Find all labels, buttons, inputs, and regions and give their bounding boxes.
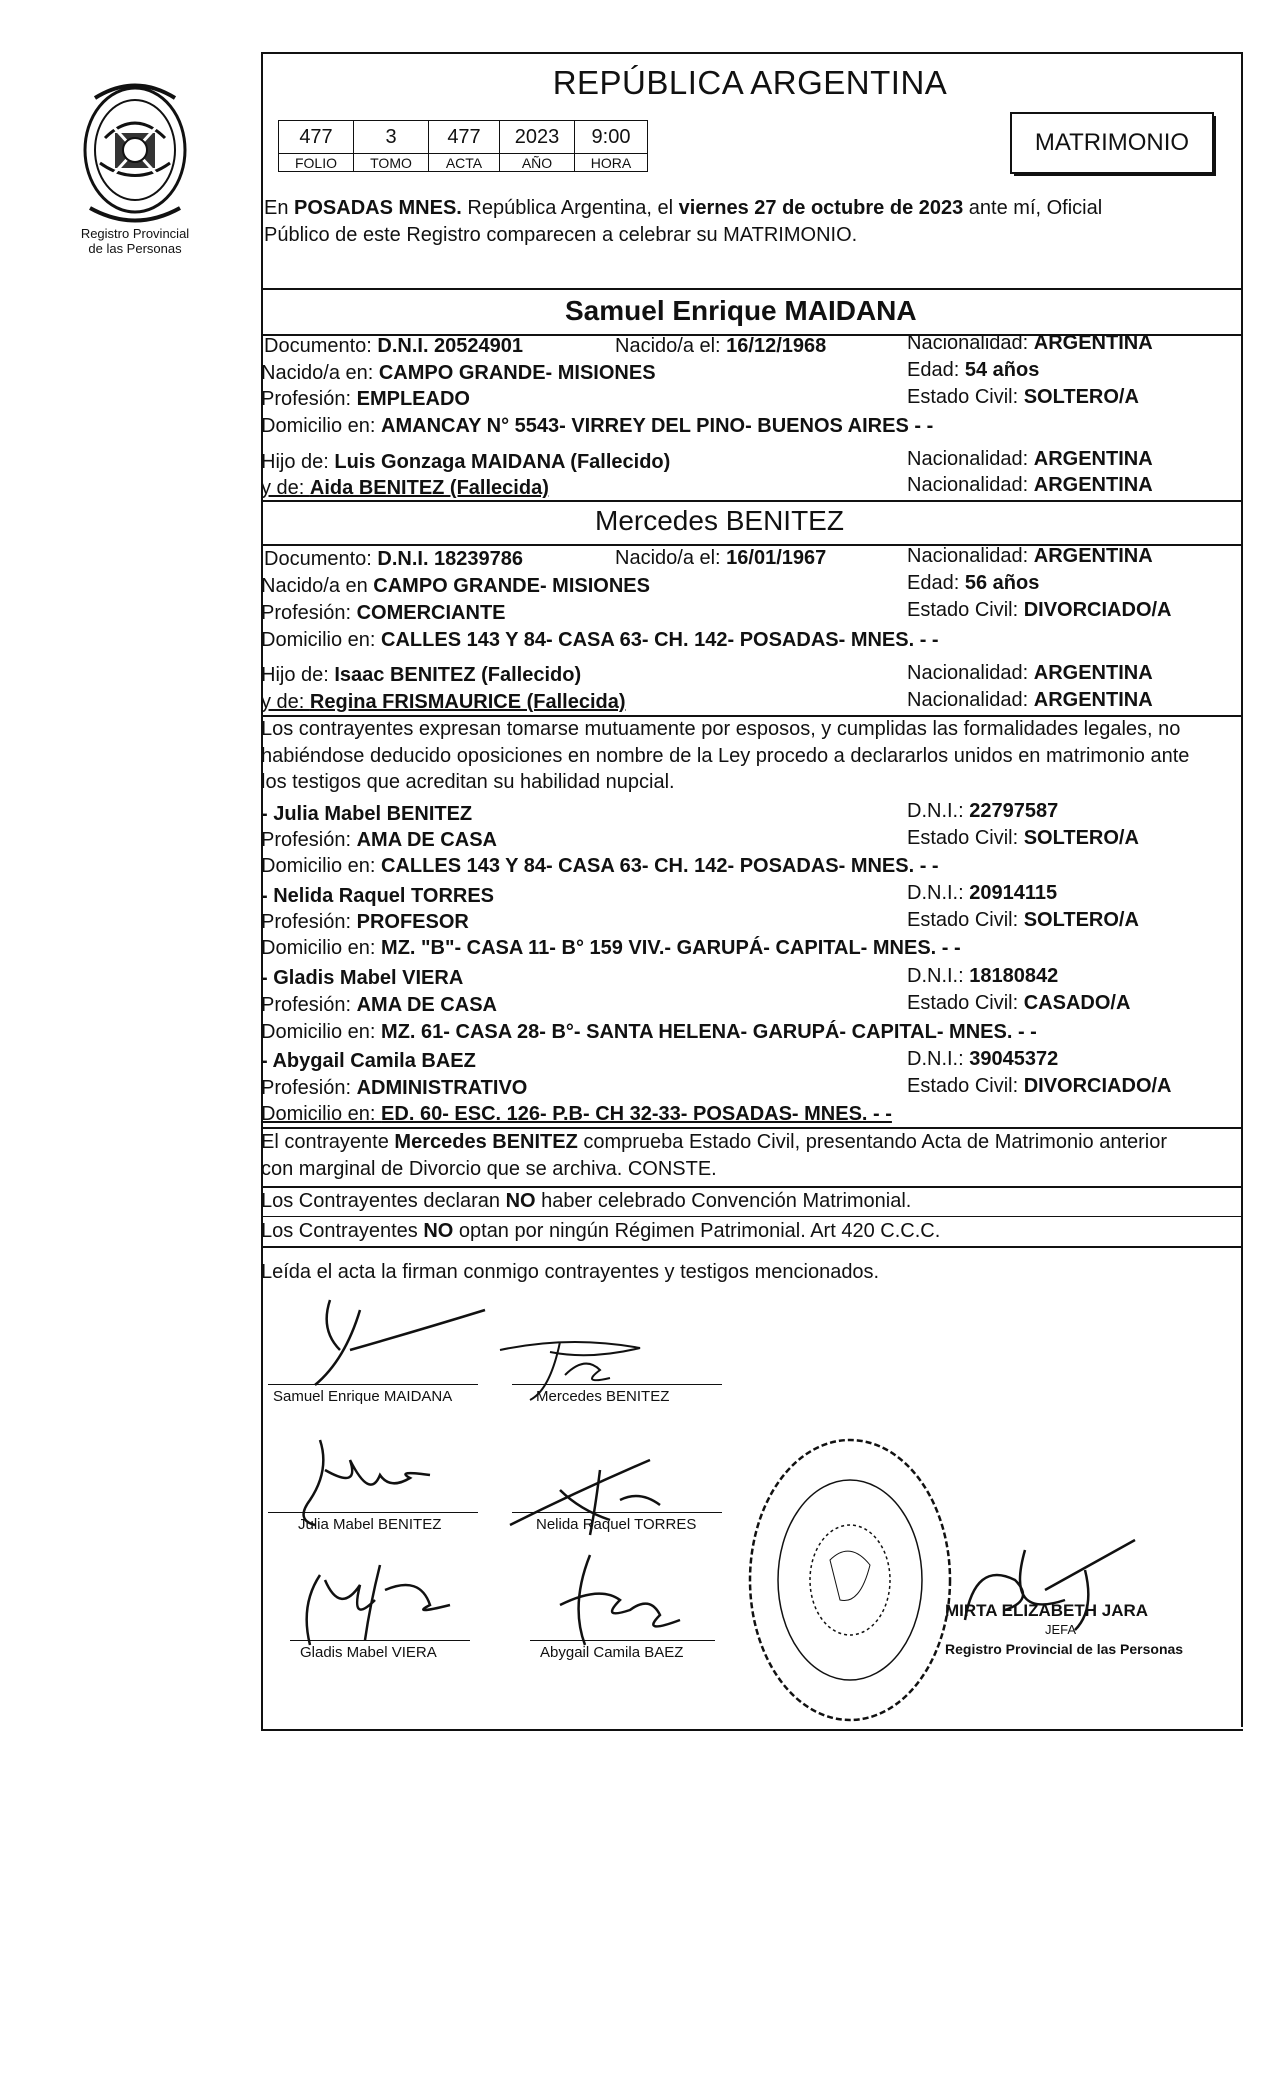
firma-abygail-label: Abygail Camila BAEZ — [540, 1644, 684, 1661]
testigo-dni: D.N.I.: 39045372 — [907, 1048, 1059, 1070]
testigo-estado-civil: Estado Civil: CASADO/A — [907, 992, 1131, 1014]
firma-benitez-label: Mercedes BENITEZ — [536, 1388, 670, 1405]
c2-padre-nacionalidad: Nacionalidad: ARGENTINA — [907, 662, 1153, 684]
tomo-label: TOMO — [354, 154, 429, 172]
nota-line-2: con marginal de Divorcio que se archiva. CONSTE. — [261, 1158, 717, 1180]
divider — [261, 500, 1243, 502]
testigo-domicilio: Domicilio en: CALLES 143 Y 84- CASA 63- CH. 142- POSADAS- MNES. - - — [261, 855, 939, 877]
testigo-estado-civil: Estado Civil: SOLTERO/A — [907, 827, 1139, 849]
contrayente2-name: Mercedes BENITEZ — [595, 505, 844, 536]
firma-maidana-label: Samuel Enrique MAIDANA — [273, 1388, 453, 1405]
firma-julia-label: Julia Mabel BENITEZ — [298, 1516, 442, 1533]
emblem-caption-line1: Registro Provincial — [80, 226, 190, 241]
folio-value: 477 — [279, 121, 354, 154]
declaracion-line-2: habiéndose deducido oposiciones en nombre de la Ley procedo a declararlos unidos en matrimonio ante — [261, 745, 1190, 767]
acta-label: ACTA — [429, 154, 500, 172]
c2-estado-civil: Estado Civil: DIVORCIADO/A — [907, 599, 1172, 621]
c1-domicilio: Domicilio en: AMANCAY N° 5543- VIRREY DEL PINO- BUENOS AIRES - - — [261, 415, 934, 437]
declaracion-line-1: Los contrayentes expresan tomarse mutuamente por esposos, y cumplidas las formalidades legales, no — [261, 718, 1181, 740]
c2-nacido-el: Nacido/a el: 16/01/1967 — [615, 547, 827, 569]
form-frame-right-edge — [1241, 52, 1243, 1727]
c1-nacionalidad: Nacionalidad: ARGENTINA — [907, 332, 1153, 354]
regimen-line: Los Contrayentes NO optan por ningún Régimen Patrimonial. Art 420 C.C.C. — [261, 1220, 941, 1242]
tipo-acta-box — [1010, 112, 1214, 174]
c2-madre: y de: Regina FRISMAURICE (Fallecida) — [261, 691, 626, 713]
testigo-name: - Abygail Camila BAEZ — [261, 1050, 476, 1072]
convencion-line: Los Contrayentes declaran NO haber celebrado Convención Matrimonial. — [261, 1190, 912, 1212]
folio-label: FOLIO — [279, 154, 354, 172]
emblem-caption-line2: de las Personas — [88, 241, 182, 256]
oficial-org: Registro Provincial de las Personas — [945, 1641, 1184, 1657]
c1-madre: y de: Aida BENITEZ (Fallecida) — [261, 477, 549, 499]
tomo-value: 3 — [354, 121, 429, 154]
c1-estado-civil: Estado Civil: SOLTERO/A — [907, 386, 1139, 408]
testigo-domicilio: Domicilio en: ED. 60- ESC. 126- P.B- CH 32-33- POSADAS- MNES. - - — [261, 1103, 892, 1125]
testigo-name: - Julia Mabel BENITEZ — [261, 803, 473, 825]
divider — [261, 1216, 1243, 1217]
testigo-profesion: Profesión: AMA DE CASA — [261, 829, 497, 851]
c2-nacido-en: Nacido/a en CAMPO GRANDE- MISIONES — [261, 575, 650, 597]
signature-abygail-icon — [530, 1545, 700, 1655]
signature-julia-icon — [280, 1430, 480, 1530]
c2-madre-nacionalidad: Nacionalidad: ARGENTINA — [907, 689, 1153, 711]
testigo-estado-civil: Estado Civil: SOLTERO/A — [907, 909, 1139, 931]
divider — [261, 1246, 1243, 1248]
testigo-dni: D.N.I.: 18180842 — [907, 965, 1059, 987]
c1-padre: Hijo de: Luis Gonzaga MAIDANA (Fallecido) — [261, 451, 671, 473]
acta-number-table — [278, 120, 648, 172]
signature-maidana-icon — [300, 1290, 500, 1390]
c2-edad: Edad: 56 años — [907, 572, 1040, 594]
provincial-seal-icon — [75, 78, 195, 228]
c1-padre-nacionalidad: Nacionalidad: ARGENTINA — [907, 448, 1153, 470]
testigo-name: - Gladis Mabel VIERA — [261, 967, 464, 989]
contrayente1-name: Samuel Enrique MAIDANA — [565, 295, 917, 326]
testigo-profesion: Profesión: AMA DE CASA — [261, 994, 497, 1016]
divider — [261, 288, 1243, 290]
acta-value: 477 — [429, 121, 500, 154]
nota-line-1: El contrayente Mercedes BENITEZ comprueba Estado Civil, presentando Acta de Matrimonio anterior — [261, 1131, 1168, 1153]
hora-value: 9:00 — [575, 121, 648, 154]
testigo-estado-civil: Estado Civil: DIVORCIADO/A — [907, 1075, 1172, 1097]
signature-line — [512, 1384, 722, 1385]
firma-gladis-label: Gladis Mabel VIERA — [300, 1644, 437, 1661]
intro-line-1: En POSADAS MNES. República Argentina, el viernes 27 de octubre de 2023 ante mí, Oficial — [264, 197, 1103, 219]
c1-documento: Documento: D.N.I. 20524901 — [264, 335, 524, 357]
c1-nacido-el: Nacido/a el: 16/12/1968 — [615, 335, 827, 357]
c1-madre-nacionalidad: Nacionalidad: ARGENTINA — [907, 474, 1153, 496]
registro-stamp-icon — [740, 1430, 960, 1730]
c1-nacido-en: Nacido/a en: CAMPO GRANDE- MISIONES — [261, 362, 656, 384]
anio-value: 2023 — [500, 121, 575, 154]
oficial-role: JEFA — [1045, 1622, 1077, 1637]
declaracion-line-3: los testigos que acreditan su habilidad nupcial. — [261, 771, 675, 793]
c1-profesion: Profesión: EMPLEADO — [261, 388, 470, 410]
testigo-dni: D.N.I.: 22797587 — [907, 800, 1059, 822]
anio-label: AÑO — [500, 154, 575, 172]
testigo-dni: D.N.I.: 20914115 — [907, 882, 1058, 904]
signature-line — [268, 1384, 478, 1385]
oficial-name: MIRTA ELIZABETH JARA — [945, 1601, 1149, 1620]
testigo-domicilio: Domicilio en: MZ. 61- CASA 28- B°- SANTA HELENA- GARUPÁ- CAPITAL- MNES. - - — [261, 1021, 1037, 1043]
c2-domicilio: Domicilio en: CALLES 143 Y 84- CASA 63- CH. 142- POSADAS- MNES. - - — [261, 629, 939, 651]
signature-line — [512, 1512, 722, 1513]
intro-line-2: Público de este Registro comparecen a celebrar su MATRIMONIO. — [264, 224, 858, 246]
c1-edad: Edad: 54 años — [907, 359, 1040, 381]
testigo-domicilio: Domicilio en: MZ. "B"- CASA 11- B° 159 VIV.- GARUPÁ- CAPITAL- MNES. - - — [261, 937, 961, 959]
testigo-profesion: Profesión: ADMINISTRATIVO — [261, 1077, 528, 1099]
testigo-profesion: Profesión: PROFESOR — [261, 911, 469, 933]
c2-documento: Documento: D.N.I. 18239786 — [264, 548, 524, 570]
hora-label: HORA — [575, 154, 648, 172]
signature-line — [268, 1512, 478, 1513]
c2-padre: Hijo de: Isaac BENITEZ (Fallecido) — [261, 664, 582, 686]
testigo-name: - Nelida Raquel TORRES — [261, 885, 495, 907]
emblem-caption — [60, 226, 210, 256]
document-title: REPÚBLICA ARGENTINA — [552, 64, 948, 101]
c2-nacionalidad: Nacionalidad: ARGENTINA — [907, 545, 1153, 567]
cierre-line: Leída el acta la firman conmigo contrayentes y testigos mencionados. — [261, 1261, 880, 1283]
signature-gladis-icon — [280, 1545, 470, 1655]
signature-line — [290, 1640, 470, 1641]
tipo-acta-label: MATRIMONIO — [1034, 129, 1190, 156]
c2-profesion: Profesión: COMERCIANTE — [261, 602, 506, 624]
signature-line — [530, 1640, 715, 1641]
firma-nelida-label: Nelida Raquel TORRES — [536, 1516, 697, 1533]
